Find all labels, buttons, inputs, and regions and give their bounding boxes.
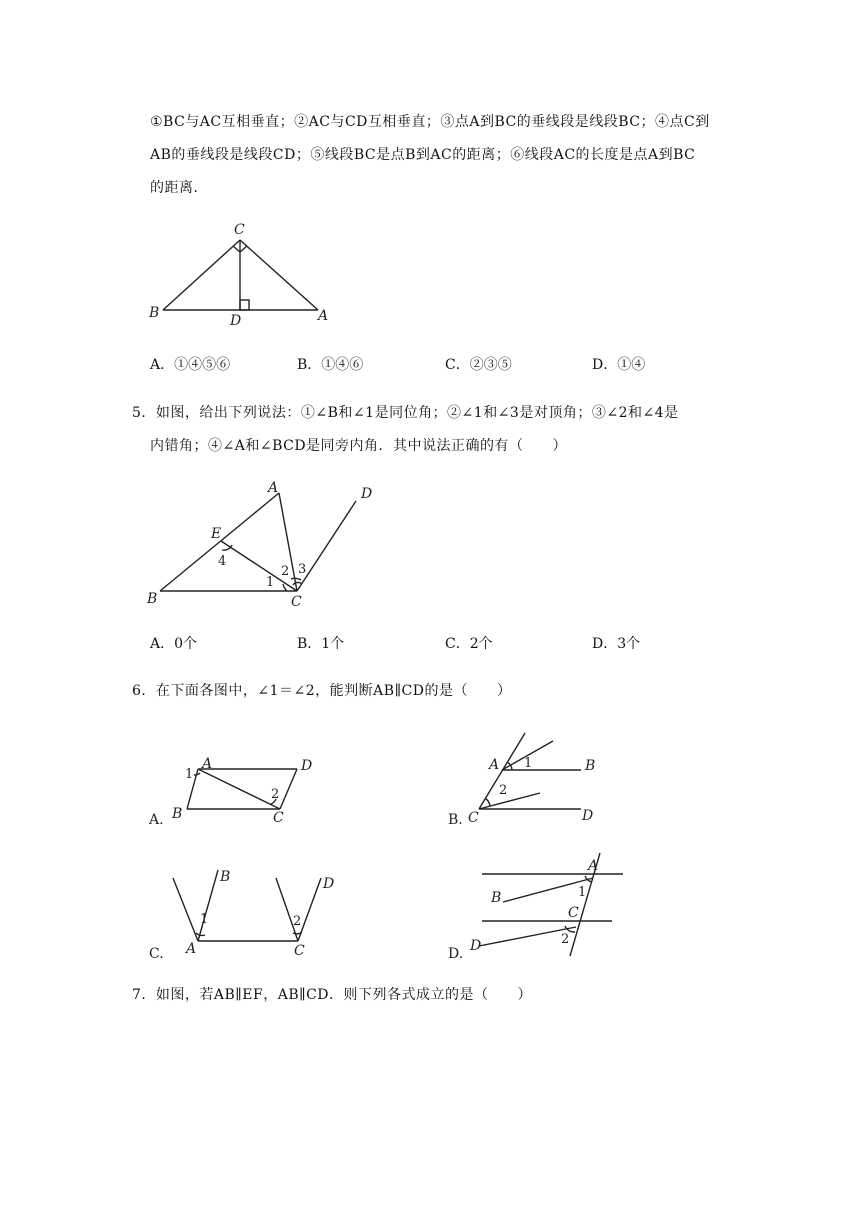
q5-label-d: D [361, 486, 373, 502]
q5-option-c: C．2个 [445, 636, 493, 652]
q6-figd-label-b: B [491, 890, 502, 906]
q6-figc-angle-1: 1 [200, 912, 209, 927]
q6-figa-angle-1: 1 [185, 767, 194, 782]
q6-figb-angle-2: 2 [499, 783, 508, 798]
q4-label-c: C [234, 222, 245, 238]
q6-figd-label-a: A [588, 858, 599, 874]
q4-option-a: A．①④⑤⑥ [150, 357, 231, 373]
q6-stem: 6．在下面各图中，∠1＝∠2，能判断AB∥CD的是（ ） [132, 683, 512, 699]
q5-label-c: C [291, 594, 302, 610]
q7-stem: 7．如图，若AB∥EF，AB∥CD．则下列各式成立的是（ ） [132, 987, 533, 1003]
q6-figa-label-a: A [202, 756, 213, 772]
q5-angle-1: 1 [266, 575, 275, 590]
q6-figd-angle-2: 2 [561, 932, 570, 947]
q6-figa-label-d: D [301, 758, 313, 774]
q4-statement-line-1: ①BC与AC互相垂直；②AC与CD互相垂直；③点A到BC的垂线段是线段BC；④点C到 [150, 114, 710, 130]
q5-label-a: A [268, 480, 279, 496]
q6-figb-label-c: C [468, 810, 479, 826]
q5-angle-3: 3 [298, 562, 307, 577]
q5-angle-4: 4 [218, 554, 227, 569]
q6-figc-angle-2: 2 [293, 914, 302, 929]
q4-label-b: B [149, 305, 160, 321]
q6-figc-option-label: C. [149, 946, 164, 962]
q5-label-b: B [147, 591, 158, 607]
q5-option-a: A．0个 [150, 636, 198, 652]
q6-figd-label-c: C [568, 905, 579, 921]
q5-option-d: D．3个 [592, 636, 641, 652]
q6-figb-option-label: B. [448, 812, 463, 828]
q4-option-b: B．①④⑥ [297, 357, 364, 373]
q6-figd-label-d: D [470, 938, 482, 954]
q6-figa-angle-2: 2 [271, 787, 280, 802]
q4-label-a: A [318, 308, 329, 324]
q6-figb-label-a: A [489, 757, 500, 773]
q5-option-b: B．1个 [297, 636, 345, 652]
q4-statement-line-2: AB的垂线段是线段CD；⑤线段BC是点B到AC的距离；⑥线段AC的长度是点A到BC [150, 147, 696, 163]
q6-figc-label-a: A [186, 941, 197, 957]
q6-figa-label-c: C [273, 810, 284, 826]
q5-stem-line-2: 内错角；④∠A和∠BCD是同旁内角．其中说法正确的有（ ） [150, 438, 568, 454]
q6-figc-label-c: C [294, 943, 305, 959]
q4-option-d: D．①④ [592, 357, 646, 373]
q6-figd-angle-1: 1 [578, 885, 587, 900]
q4-label-d: D [230, 313, 242, 329]
q5-angle-2: 2 [281, 564, 290, 579]
q6-figa-option-label: A. [149, 812, 164, 828]
q6-figb-label-d: D [582, 808, 594, 824]
q6-figa-label-b: B [172, 806, 183, 822]
q6-figc-label-b: B [220, 869, 231, 885]
q6-figd-option-label: D. [448, 946, 464, 962]
q4-option-c: C．②③⑤ [445, 357, 512, 373]
q4-statement-line-3: 的距离． [150, 180, 208, 196]
q6-figc-label-d: D [323, 876, 335, 892]
q5-stem-line-1: 5．如图，给出下列说法：①∠B和∠1是同位角；②∠1和∠3是对顶角；③∠2和∠4是 [132, 405, 679, 421]
q6-figb-label-b: B [585, 758, 596, 774]
q6-figb-angle-1: 1 [524, 756, 533, 771]
q5-label-e: E [211, 526, 222, 542]
